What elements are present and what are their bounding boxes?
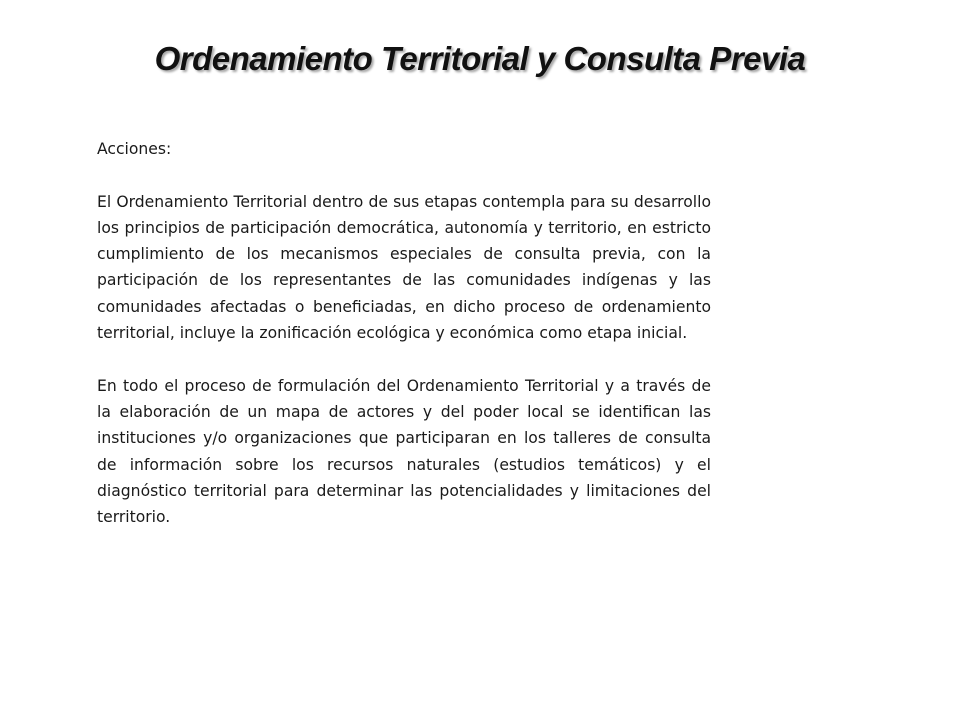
paragraph-2: En todo el proceso de formulación del Ordenamiento Territorial y a través de la elaboración de un mapa de actores y del poder local se identifican las instituciones y/o organizaciones que participaran en los talleres de consulta de información sobre los recursos naturales (estudios temáticos) y el diagnóstico territorial para determinar las potencialidades y limitaciones del territorio. bbox=[97, 376, 711, 527]
section-label: Acciones: bbox=[97, 140, 172, 158]
slide-body bbox=[97, 136, 711, 557]
slide-title: Ordenamiento Territorial y Consulta Previa bbox=[154, 40, 806, 77]
paragraph-1: El Ordenamiento Territorial dentro de sus etapas contempla para su desarrollo los principios de participación democrática, autonomía y territorio, en estricto cumplimiento de los mecanismos especiales de consulta previa, con la participación de los representantes de las comunidades indígenas y las comunidades afectadas o beneficiadas, en dicho proceso de ordenamiento territorial, incluye la zonificación ecológica y económica como etapa inicial. bbox=[97, 192, 711, 343]
